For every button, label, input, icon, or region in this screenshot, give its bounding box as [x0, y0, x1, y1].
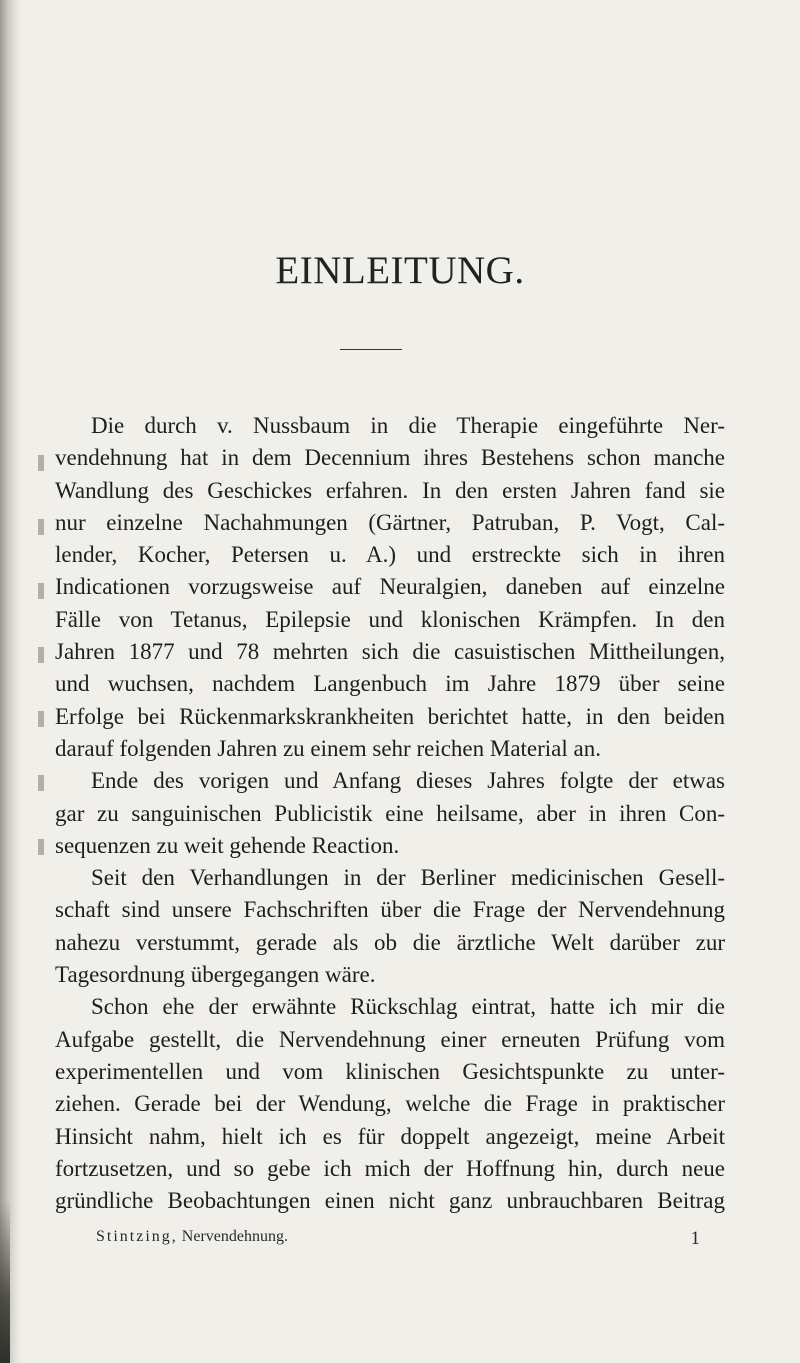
- text-line: nahezu verstummt, gerade als ob die ärztliche Welt darüber zur: [55, 929, 725, 955]
- text-line: experimentellen und vom klinischen Gesichtspunkte zu unter-: [55, 1058, 725, 1084]
- text-line: darauf folgenden Jahren zu einem sehr reichen Material an.: [55, 735, 601, 761]
- text-line: Seit den Verhandlungen in der Berliner medicinischen Gesell-: [91, 865, 725, 891]
- text-line: nur einzelne Nachahmungen (Gärtner, Patruban, P. Vogt, Cal-: [55, 509, 725, 535]
- text-line: Wandlung des Geschickes erfahren. In den ersten Jahren fand sie: [55, 477, 725, 503]
- body-text: [55, 410, 725, 1217]
- heading-rule: [340, 349, 402, 350]
- margin-marks: [38, 455, 54, 865]
- text-line: Erfolge bei Rückenmarkskrankheiten berichtet hatte, in den beiden: [55, 703, 725, 729]
- footer-author: Stintzing,: [96, 1228, 178, 1245]
- text-line: Jahren 1877 und 78 mehrten sich die casuistischen Mittheilungen,: [55, 639, 725, 665]
- footer-title: Nervendehnung.: [181, 1228, 288, 1245]
- text-line: lender, Kocher, Petersen u. A.) und erstreckte sich in ihren: [55, 542, 725, 568]
- chapter-heading: EINLEITUNG.: [275, 249, 525, 292]
- text-line: Schon ehe der erwähnte Rückschlag eintrat, hatte ich mir die: [91, 994, 725, 1020]
- text-line: sequenzen zu weit gehende Reaction.: [55, 832, 400, 858]
- text-line: Aufgabe gestellt, die Nervendehnung einer erneuten Prüfung vom: [55, 1026, 725, 1052]
- book-spine-shadow: [0, 0, 22, 1363]
- text-line: Indicationen vorzugsweise auf Neuralgien, daneben auf einzelne: [55, 574, 725, 600]
- page-number: 1: [690, 1228, 700, 1249]
- text-line: gründliche Beobachtungen einen nicht ganz unbrauchbaren Beitrag: [55, 1188, 725, 1214]
- text-line: Fälle von Tetanus, Epilepsie und klonischen Krämpfen. In den: [55, 606, 725, 632]
- text-line: gar zu sanguinischen Publicistik eine heilsame, aber in ihren Con-: [55, 800, 725, 826]
- text-line: Tagesordnung übergegangen wäre.: [55, 962, 376, 988]
- text-line: und wuchsen, nachdem Langenbuch im Jahre 1879 über seine: [55, 671, 725, 697]
- text-line: fortzusetzen, und so gebe ich mich der Hoffnung hin, durch neue: [55, 1155, 725, 1181]
- text-line: Die durch v. Nussbaum in die Therapie eingeführte Ner-: [91, 413, 725, 438]
- page-footer: [96, 1228, 700, 1254]
- text-line: Hinsicht nahm, hielt ich es für doppelt angezeigt, meine Arbeit: [55, 1123, 725, 1149]
- text-line: vendehnung hat in dem Decennium ihres Bestehens schon manche: [55, 445, 725, 471]
- text-line: schaft sind unsere Fachschriften über die Frage der Nervendehnung: [55, 897, 725, 923]
- text-line: Ende des vorigen und Anfang dieses Jahres folgte der etwas: [91, 768, 725, 794]
- text-line: ziehen. Gerade bei der Wendung, welche die Frage in praktischer: [55, 1091, 725, 1117]
- book-edge-shadow: [0, 1200, 10, 1363]
